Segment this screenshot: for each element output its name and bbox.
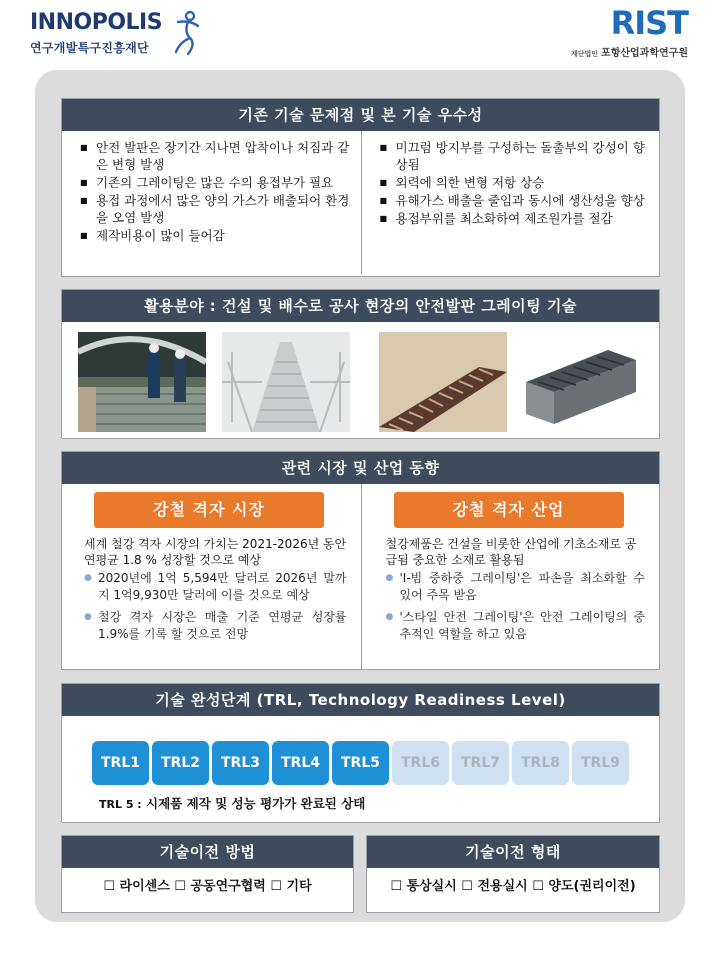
advantage-item: ■ 유해가스 배출을 줄임과 동시에 생산성을 향상 [376,192,652,209]
problem-item: ■ 용접 과정에서 많은 양의 가스가 배출되어 환경을 오염 발생 [76,192,353,226]
advantage-item: ■ 미끄럼 방지부를 구성하는 돌출부의 강성이 향상됨 [376,139,652,173]
construction-site-photo [78,332,206,432]
trl-note [99,794,365,812]
application-section [61,289,660,439]
market-right-point: ● 'I-빔 중하중 그레이팅'은 파손을 최소화할 수 있어 주목 받음 [386,570,646,603]
transfer-type-title: 기술이전 형태 [367,836,659,868]
transfer-type-options: ☐ 통상실시 ☐ 전용실시 ☐ 양도(권리이전) [390,879,636,894]
trl-level-row [92,741,629,785]
advantages-right-column [361,131,660,274]
trl-level-1: TRL1 [92,741,149,785]
rist-logo-sub [571,44,688,59]
market-left-point: ● 철강 격자 시장은 매출 기준 연평균 성장률 1.9%를 기록 할 것으로 전망 [84,609,347,642]
problem-item: ■ 기존의 그레이팅은 많은 수의 용접부가 필요 [76,174,353,191]
trl-level-4: TRL4 [272,741,329,785]
problems-left-column [62,131,361,274]
innopolis-logo-sub: 연구개발특구진흥재단 [30,41,149,55]
market-title: 관련 시장 및 산업 동향 [62,452,659,484]
market-left-lead: 세계 철강 격자 시장의 가치는 2021-2026년 동안 연평균 1.8 % 성장할 것으로 예상 [84,537,347,567]
trl-level-8: TRL8 [512,741,569,785]
rist-logo [570,4,688,62]
trl-note-text: 시제품 제작 및 성능 평가가 완료된 상태 [141,796,366,811]
transfer-method-options: ☐ 라이센스 ☐ 공동연구협력 ☐ 기타 [103,879,312,894]
steel-grating-market-label: 강철 격자 시장 [94,492,324,528]
trl-level-6: TRL6 [392,741,449,785]
problems-title: 기존 기술 문제점 및 본 기술 우수성 [62,99,659,131]
trl-section [61,683,660,823]
rist-logo-name: 포항산업과학연구원 [601,48,688,59]
transfer-method-section [61,835,354,913]
problem-item: ■ 제작비용이 많이 들어감 [76,227,353,244]
problems-section [61,98,660,277]
grating-walkway-photo [222,332,350,432]
transfer-method-title: 기술이전 방법 [62,836,353,868]
trl-level-2: TRL2 [152,741,209,785]
trl-note-prefix: TRL 5 : [99,798,142,811]
innopolis-logo-word: INNOPOLIS [30,10,163,35]
advantage-item: ■ 용접부위를 최소화하여 제조원가를 절감 [376,210,652,227]
rist-logo-word: RIST [610,4,688,42]
drainage-grating-photo [379,332,507,432]
application-title: 활용분야 : 건설 및 배수로 공사 현장의 안전발판 그레이팅 기술 [62,290,659,322]
market-section [61,451,660,670]
trl-level-7: TRL7 [452,741,509,785]
advantage-item: ■ 외력에 의한 변형 저항 상승 [376,174,652,191]
trl-level-9: TRL9 [572,741,629,785]
problem-item: ■ 안전 발판은 장기간 지나면 압착이나 처짐과 같은 변형 발생 [76,139,353,173]
transfer-type-section [366,835,660,913]
market-left-column [62,484,361,669]
trench-drain-photo [518,332,646,432]
trl-title: 기술 완성단계 (TRL, Technology Readiness Level) [62,684,659,716]
trl-level-3: TRL3 [212,741,269,785]
market-right-column [361,484,660,669]
market-left-point: ● 2020년에 1억 5,594만 달러로 2026년 말까지 1억9,930만 달러에 이를 것으로 예상 [84,570,347,603]
steel-grating-industry-label: 강철 격자 산업 [394,492,624,528]
market-right-lead: 철강제품은 건설을 비롯한 산업에 기초소재로 공급됨 중요한 소재로 활용됨 [385,537,637,567]
trl-level-5: TRL5 [332,741,389,785]
innopolis-figure-icon [170,10,204,56]
innopolis-logo [30,8,210,60]
market-right-point: ● '스타일 안전 그레이팅'은 안전 그레이팅의 중추적인 역할을 하고 있음 [386,609,646,642]
rist-logo-tag: 재단법인 [570,50,599,58]
